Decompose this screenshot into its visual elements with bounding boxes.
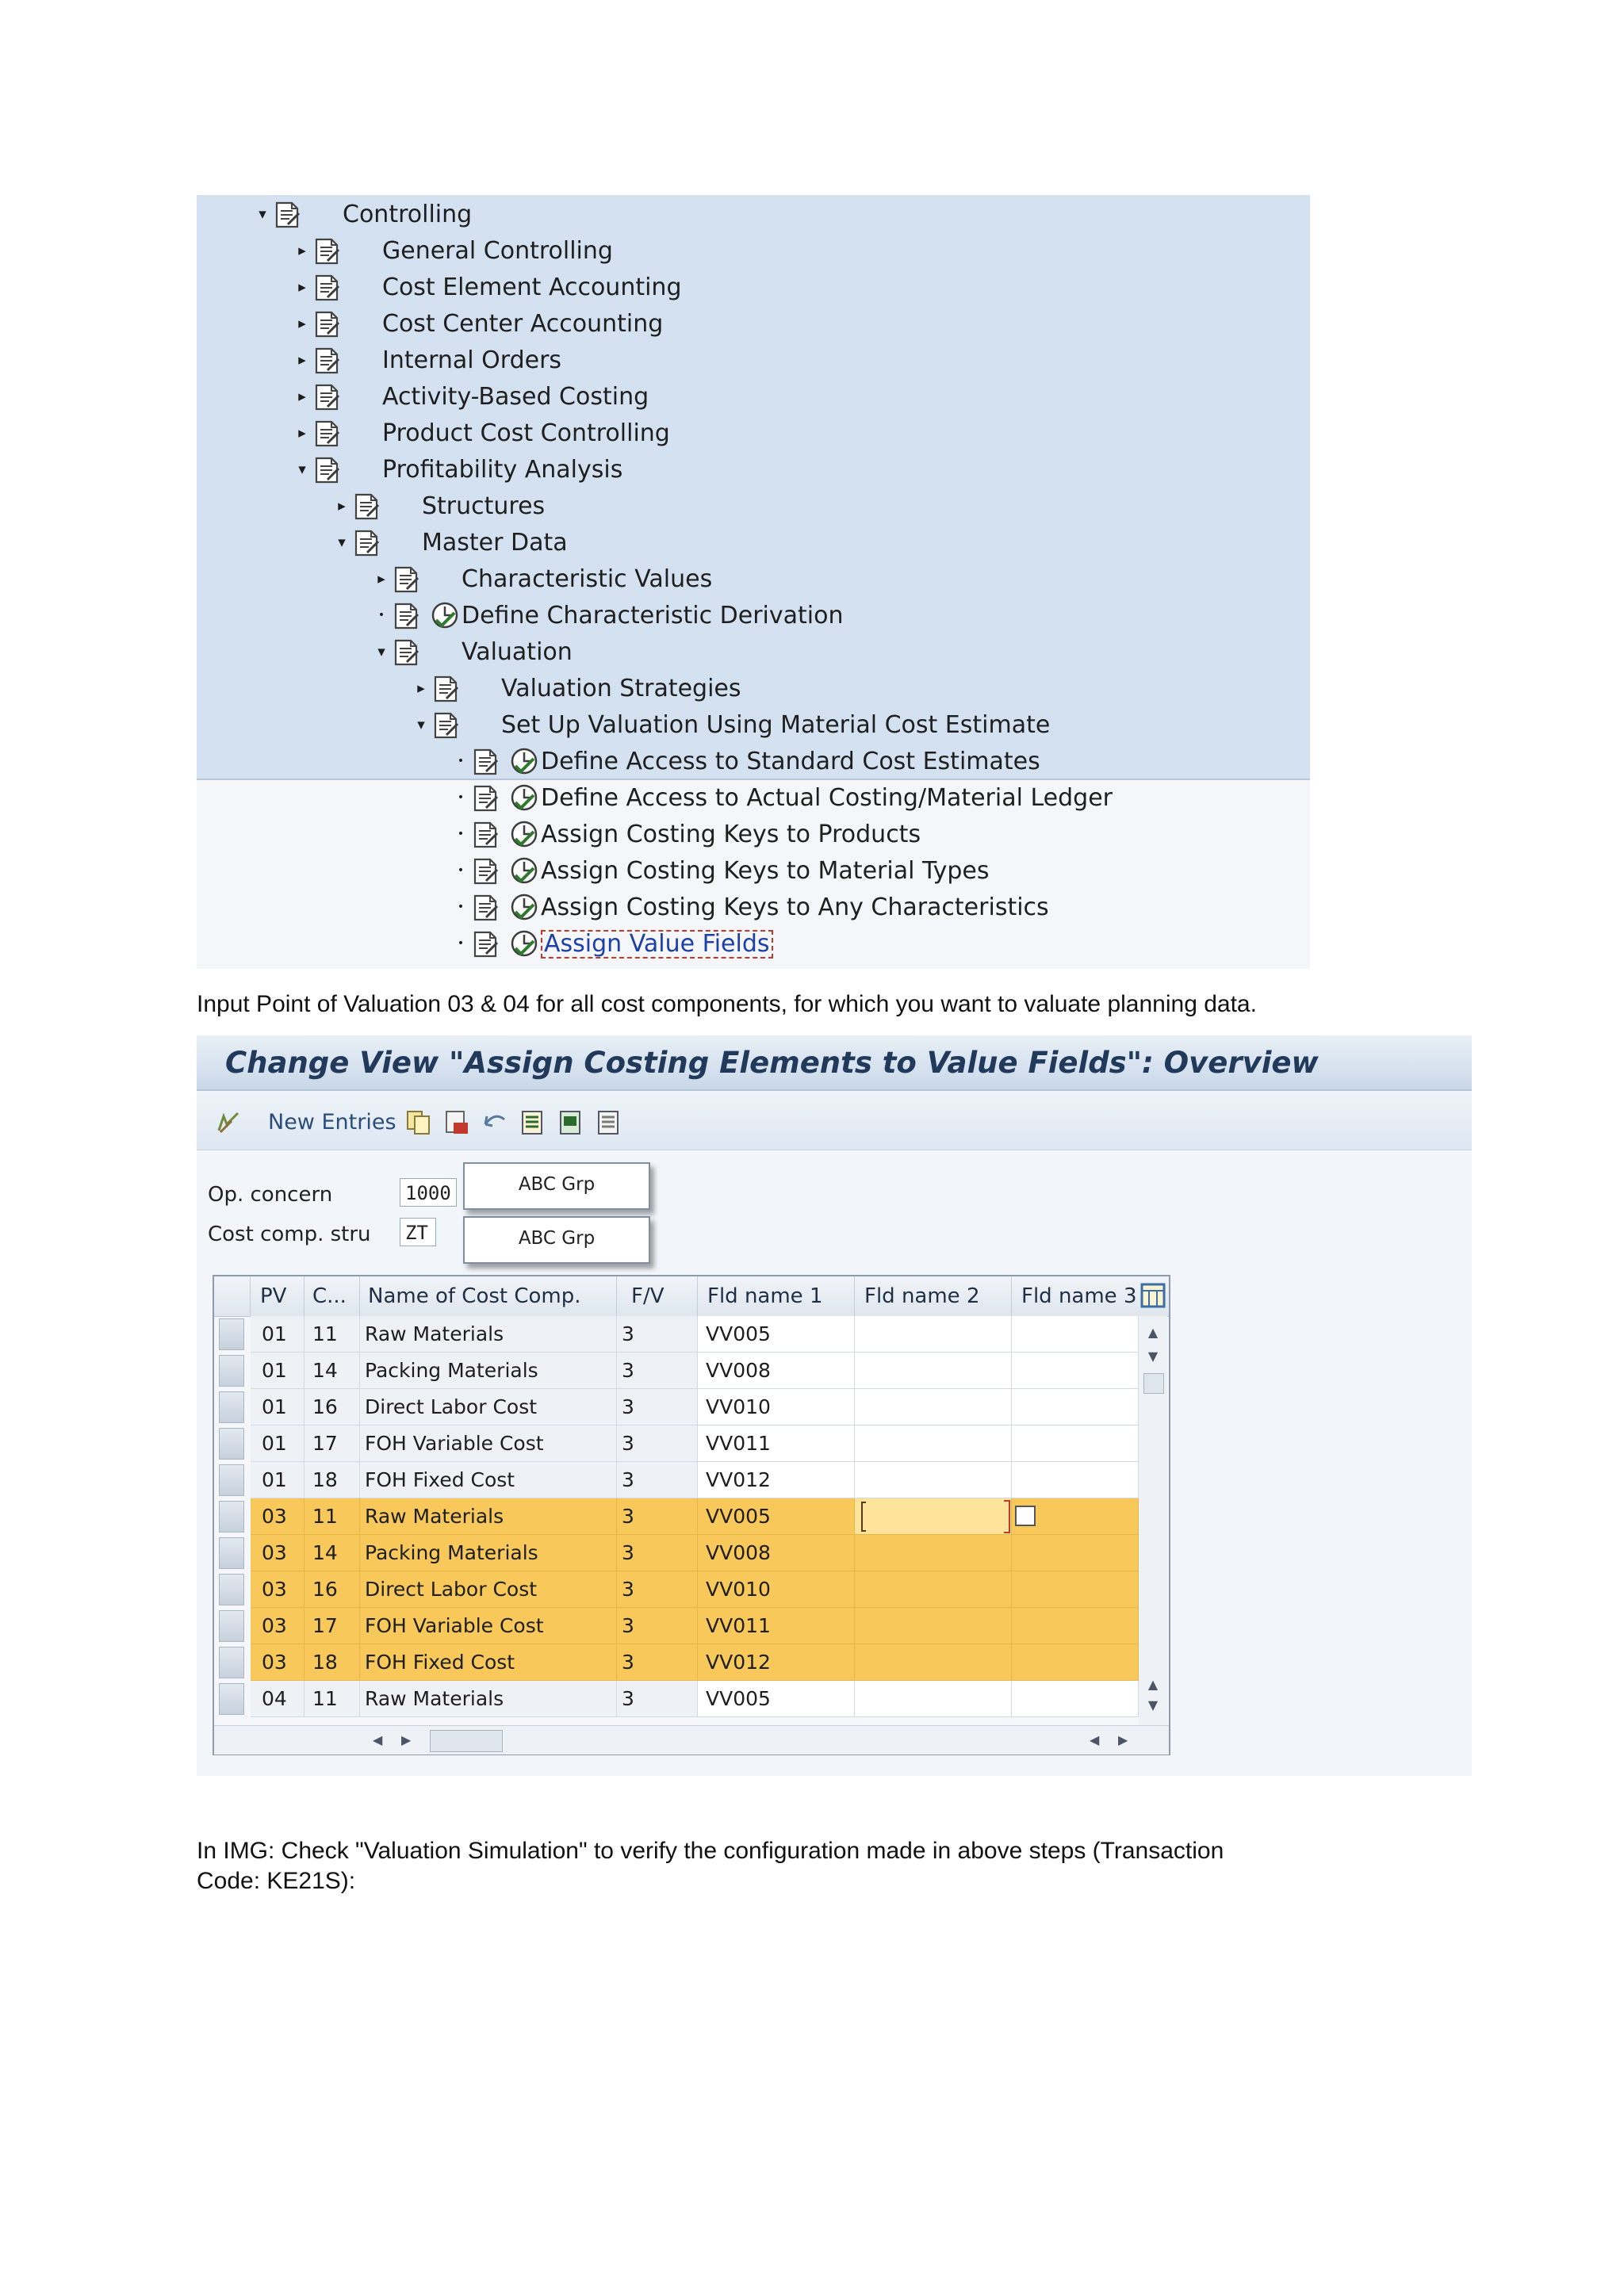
scroll-thumb[interactable] bbox=[1143, 1373, 1164, 1394]
cell-cost-comp: 11 bbox=[304, 1681, 360, 1717]
tree-node[interactable] bbox=[197, 452, 1310, 488]
table-row bbox=[214, 1608, 1134, 1644]
column-header-pv[interactable]: PV bbox=[251, 1276, 304, 1316]
column-header-cost-comp[interactable]: C... bbox=[304, 1276, 360, 1316]
select-all-icon[interactable] bbox=[519, 1108, 547, 1137]
cell-fld-name-1[interactable]: VV012 bbox=[698, 1462, 855, 1498]
documentation-icon[interactable] bbox=[314, 456, 341, 484]
documentation-icon[interactable] bbox=[314, 419, 341, 448]
cell-fv: 3 bbox=[617, 1353, 698, 1389]
collapsed-arrow-icon[interactable]: ▸ bbox=[417, 679, 425, 697]
instruction-paragraph-2-line-2: Code: KE21S): bbox=[197, 1868, 356, 1894]
scroll-far-right-icon[interactable]: ▶ bbox=[1118, 1732, 1128, 1747]
column-header-fld-name-1[interactable]: Fld name 1 bbox=[698, 1276, 855, 1316]
expanded-arrow-icon[interactable]: ▾ bbox=[298, 461, 306, 478]
scroll-up-icon[interactable]: ▲ bbox=[1147, 1325, 1159, 1340]
column-header-fld-name-2[interactable]: Fld name 2 bbox=[855, 1276, 1012, 1316]
table-row bbox=[214, 1571, 1134, 1608]
tree-node-label[interactable]: Assign Costing Keys to Material Types bbox=[541, 857, 990, 885]
cell-fv: 3 bbox=[617, 1681, 698, 1717]
row-selector[interactable] bbox=[219, 1355, 244, 1387]
cell-fld-name-3[interactable] bbox=[1012, 1571, 1139, 1608]
documentation-icon[interactable] bbox=[473, 784, 500, 813]
value-help-icon[interactable] bbox=[1015, 1506, 1036, 1526]
cell-name: Packing Materials bbox=[360, 1535, 617, 1571]
row-selector[interactable] bbox=[219, 1428, 244, 1460]
cost-comp-structure-popup: ABC Grp bbox=[463, 1216, 650, 1264]
cell-name: Raw Materials bbox=[360, 1681, 617, 1717]
collapsed-arrow-icon[interactable]: ▸ bbox=[338, 497, 346, 515]
leaf-bullet-icon: • bbox=[457, 755, 465, 767]
tree-node-label[interactable]: Internal Orders bbox=[382, 346, 562, 374]
cell-fld-name-3[interactable] bbox=[1012, 1316, 1139, 1353]
tree-rows bbox=[197, 195, 1310, 969]
cell-fld-name-3[interactable] bbox=[1012, 1462, 1139, 1498]
row-selector[interactable] bbox=[219, 1464, 244, 1496]
tree-node-label[interactable]: Valuation bbox=[462, 638, 573, 666]
img-tree bbox=[197, 195, 1310, 969]
table-row bbox=[214, 1389, 1134, 1425]
tree-node[interactable] bbox=[197, 270, 1310, 306]
tree-node[interactable] bbox=[197, 780, 1310, 817]
cell-fld-name-3[interactable] bbox=[1012, 1535, 1139, 1571]
leaf-bullet-icon: • bbox=[457, 828, 465, 840]
cell-fld-name-2[interactable] bbox=[855, 1681, 1012, 1717]
execute-clock-icon[interactable] bbox=[430, 600, 460, 630]
cell-fld-name-2[interactable] bbox=[855, 1644, 1012, 1681]
collapsed-arrow-icon[interactable]: ▸ bbox=[377, 570, 385, 587]
documentation-icon[interactable] bbox=[473, 857, 500, 886]
cell-fld-name-3[interactable] bbox=[1012, 1389, 1139, 1425]
cell-fld-name-1[interactable]: VV008 bbox=[698, 1535, 855, 1571]
tree-node[interactable] bbox=[197, 926, 1310, 962]
table-row bbox=[214, 1353, 1134, 1389]
op-concern-label: Op. concern bbox=[208, 1183, 333, 1207]
cell-pv: 01 bbox=[251, 1462, 304, 1498]
cell-cost-comp: 16 bbox=[304, 1389, 360, 1425]
cell-cost-comp: 18 bbox=[304, 1644, 360, 1681]
cell-fld-name-1[interactable]: VV011 bbox=[698, 1608, 855, 1644]
cell-cost-comp: 18 bbox=[304, 1462, 360, 1498]
row-selector[interactable] bbox=[219, 1537, 244, 1569]
collapsed-arrow-icon[interactable]: ▸ bbox=[298, 351, 306, 369]
tree-node-label[interactable]: Define Characteristic Derivation bbox=[462, 602, 844, 629]
cell-fld-name-2[interactable] bbox=[855, 1462, 1012, 1498]
text-cursor bbox=[861, 1502, 866, 1532]
cell-cost-comp: 11 bbox=[304, 1498, 360, 1535]
tree-node[interactable] bbox=[197, 306, 1310, 342]
execute-clock-icon[interactable] bbox=[509, 819, 539, 849]
table-header bbox=[214, 1276, 1169, 1317]
row-selector[interactable] bbox=[219, 1610, 244, 1642]
documentation-icon[interactable] bbox=[314, 237, 341, 266]
tree-node-label[interactable]: Profitability Analysis bbox=[382, 456, 623, 484]
documentation-icon[interactable] bbox=[314, 346, 341, 375]
tree-node[interactable] bbox=[197, 598, 1310, 634]
cell-cost-comp: 17 bbox=[304, 1425, 360, 1462]
tree-node-label[interactable]: Set Up Valuation Using Material Cost Estimate bbox=[501, 711, 1051, 739]
cell-fv: 3 bbox=[617, 1389, 698, 1425]
collapsed-arrow-icon[interactable]: ▸ bbox=[298, 424, 306, 442]
documentation-icon[interactable] bbox=[314, 383, 341, 411]
leaf-bullet-icon: • bbox=[457, 937, 465, 950]
cell-name: Packing Materials bbox=[360, 1353, 617, 1389]
tree-node-label[interactable]: Structures bbox=[422, 492, 546, 520]
tree-node[interactable] bbox=[197, 197, 1310, 233]
cell-fv: 3 bbox=[617, 1498, 698, 1535]
tree-node[interactable] bbox=[197, 561, 1310, 598]
cell-fld-name-3[interactable] bbox=[1012, 1644, 1139, 1681]
cell-fld-name-3[interactable] bbox=[1012, 1681, 1139, 1717]
delete-icon[interactable] bbox=[442, 1108, 471, 1137]
leaf-bullet-icon: • bbox=[457, 864, 465, 877]
column-header-name[interactable]: Name of Cost Comp. bbox=[360, 1276, 617, 1316]
tree-node-label[interactable]: General Controlling bbox=[382, 237, 613, 265]
cell-fld-name-3[interactable] bbox=[1012, 1425, 1139, 1462]
scroll-right-icon[interactable]: ▶ bbox=[401, 1732, 412, 1747]
tree-node[interactable] bbox=[197, 488, 1310, 525]
cell-fld-name-2[interactable] bbox=[855, 1425, 1012, 1462]
cell-fv: 3 bbox=[617, 1535, 698, 1571]
cell-name: FOH Fixed Cost bbox=[360, 1462, 617, 1498]
tree-node-label[interactable]: Assign Value Fields bbox=[541, 930, 773, 959]
cell-fld-name-2[interactable] bbox=[855, 1608, 1012, 1644]
undo-icon[interactable] bbox=[481, 1108, 509, 1137]
row-selector[interactable] bbox=[219, 1318, 244, 1350]
cell-fld-name-2[interactable] bbox=[855, 1389, 1012, 1425]
cell-name: Direct Labor Cost bbox=[360, 1571, 617, 1608]
execute-clock-icon[interactable] bbox=[509, 783, 539, 813]
cell-fv: 3 bbox=[617, 1462, 698, 1498]
instruction-paragraph: Input Point of Valuation 03 & 04 for all cost components, for which you want to valuate planning data. bbox=[197, 991, 1257, 1017]
tree-node[interactable] bbox=[197, 890, 1310, 926]
table-row bbox=[214, 1681, 1134, 1717]
documentation-icon[interactable] bbox=[314, 274, 341, 302]
execute-clock-icon[interactable] bbox=[509, 855, 539, 886]
cell-fv: 3 bbox=[617, 1316, 698, 1353]
scroll-left-icon[interactable]: ◀ bbox=[373, 1732, 383, 1747]
cell-pv: 03 bbox=[251, 1535, 304, 1571]
collapsed-arrow-icon[interactable]: ▸ bbox=[298, 388, 306, 405]
documentation-icon[interactable] bbox=[433, 711, 460, 740]
table-row bbox=[214, 1498, 1134, 1535]
documentation-icon[interactable] bbox=[354, 529, 381, 557]
tree-node-label[interactable]: Valuation Strategies bbox=[501, 675, 741, 702]
cell-name: FOH Variable Cost bbox=[360, 1425, 617, 1462]
documentation-icon[interactable] bbox=[473, 748, 500, 776]
expanded-arrow-icon[interactable]: ▾ bbox=[338, 534, 346, 551]
collapsed-arrow-icon[interactable]: ▸ bbox=[298, 315, 306, 332]
cell-fld-name-2[interactable] bbox=[855, 1535, 1012, 1571]
cell-fld-name-1[interactable]: VV008 bbox=[698, 1353, 855, 1389]
tree-node[interactable] bbox=[197, 707, 1310, 744]
tree-node-label[interactable]: Define Access to Standard Cost Estimates bbox=[541, 748, 1040, 775]
cell-fld-name-3[interactable] bbox=[1012, 1608, 1139, 1644]
application-toolbar bbox=[197, 1093, 1472, 1150]
cell-fld-name-1[interactable]: VV010 bbox=[698, 1571, 855, 1608]
cell-pv: 01 bbox=[251, 1425, 304, 1462]
horizontal-scroll-thumb[interactable] bbox=[430, 1730, 503, 1752]
execute-clock-icon[interactable] bbox=[509, 746, 539, 776]
documentation-icon[interactable] bbox=[354, 492, 381, 521]
cost-elements-table bbox=[213, 1275, 1170, 1755]
tree-node-label[interactable]: Activity-Based Costing bbox=[382, 383, 649, 411]
scroll-far-left-icon[interactable]: ◀ bbox=[1090, 1732, 1100, 1747]
new-entries-button[interactable]: New Entries bbox=[268, 1110, 396, 1135]
op-concern-field[interactable]: 1000 bbox=[400, 1178, 457, 1207]
copy-icon[interactable] bbox=[404, 1108, 433, 1137]
table-row bbox=[214, 1462, 1134, 1498]
tree-node[interactable] bbox=[197, 634, 1310, 671]
tree-node[interactable] bbox=[197, 817, 1310, 853]
cell-pv: 03 bbox=[251, 1571, 304, 1608]
leaf-bullet-icon: • bbox=[457, 791, 465, 804]
cell-fv: 3 bbox=[617, 1608, 698, 1644]
cell-fld-name-1[interactable]: VV005 bbox=[698, 1316, 855, 1353]
documentation-icon[interactable] bbox=[393, 638, 420, 667]
cell-name: Raw Materials bbox=[360, 1498, 617, 1535]
documentation-icon[interactable] bbox=[473, 821, 500, 849]
cell-pv: 01 bbox=[251, 1353, 304, 1389]
tree-node-label[interactable]: Characteristic Values bbox=[462, 565, 713, 593]
leaf-bullet-icon: • bbox=[457, 901, 465, 913]
cell-fld-name-2[interactable] bbox=[855, 1571, 1012, 1608]
tree-node[interactable] bbox=[197, 233, 1310, 270]
tree-node-label[interactable]: Assign Costing Keys to Products bbox=[541, 821, 921, 848]
tree-node-label[interactable]: Cost Center Accounting bbox=[382, 310, 664, 338]
instruction-paragraph-2-line-1: In IMG: Check "Valuation Simulation" to verify the configuration made in above steps (Transaction bbox=[197, 1838, 1224, 1864]
cell-fv: 3 bbox=[617, 1425, 698, 1462]
cell-pv: 01 bbox=[251, 1316, 304, 1353]
tree-node[interactable] bbox=[197, 342, 1310, 379]
cell-fld-name-2[interactable] bbox=[855, 1353, 1012, 1389]
cell-name: FOH Fixed Cost bbox=[360, 1644, 617, 1681]
cell-fld-name-1[interactable]: VV005 bbox=[698, 1681, 855, 1717]
cell-fld-name-1[interactable]: VV012 bbox=[698, 1644, 855, 1681]
horizontal-scrollbar[interactable] bbox=[214, 1725, 1169, 1755]
expanded-arrow-icon[interactable]: ▾ bbox=[417, 716, 425, 733]
deselect-icon[interactable] bbox=[595, 1108, 623, 1137]
expanded-arrow-icon[interactable]: ▾ bbox=[259, 205, 266, 223]
cell-fld-name-1[interactable]: VV010 bbox=[698, 1389, 855, 1425]
documentation-icon[interactable] bbox=[473, 930, 500, 959]
op-concern-popup: ABC Grp bbox=[463, 1162, 650, 1210]
cell-cost-comp: 17 bbox=[304, 1608, 360, 1644]
edit-icon[interactable] bbox=[214, 1108, 243, 1137]
cell-fld-name-1[interactable]: VV011 bbox=[698, 1425, 855, 1462]
vertical-scrollbar[interactable] bbox=[1139, 1316, 1167, 1725]
cell-cost-comp: 11 bbox=[304, 1316, 360, 1353]
table-row bbox=[214, 1644, 1134, 1681]
screen-title: Change View "Assign Costing Elements to Value Fields": Overview bbox=[225, 1046, 1319, 1080]
scroll-page-up-icon[interactable]: ▲ bbox=[1147, 1677, 1159, 1692]
cell-pv: 04 bbox=[251, 1681, 304, 1717]
execute-clock-icon[interactable] bbox=[509, 928, 539, 959]
row-selector[interactable] bbox=[219, 1683, 244, 1715]
documentation-icon[interactable] bbox=[314, 310, 341, 339]
cell-pv: 03 bbox=[251, 1608, 304, 1644]
cell-cost-comp: 16 bbox=[304, 1571, 360, 1608]
tree-node-label[interactable]: Define Access to Actual Costing/Material Ledger bbox=[541, 784, 1113, 812]
row-selector[interactable] bbox=[219, 1501, 244, 1533]
cell-pv: 03 bbox=[251, 1644, 304, 1681]
tree-node-label[interactable]: Product Cost Controlling bbox=[382, 419, 670, 447]
cell-pv: 01 bbox=[251, 1389, 304, 1425]
tree-node-label[interactable]: Controlling bbox=[343, 201, 473, 228]
table-settings-icon[interactable] bbox=[1140, 1283, 1166, 1308]
cell-name: FOH Variable Cost bbox=[360, 1608, 617, 1644]
tree-node[interactable] bbox=[197, 525, 1310, 561]
screen-title-bar bbox=[197, 1035, 1472, 1091]
tree-node[interactable] bbox=[197, 853, 1310, 890]
table-row bbox=[214, 1425, 1134, 1462]
focus-bracket bbox=[1004, 1500, 1010, 1533]
cell-fld-name-2[interactable] bbox=[855, 1498, 1012, 1535]
row-selector[interactable] bbox=[219, 1574, 244, 1605]
cell-cost-comp: 14 bbox=[304, 1353, 360, 1389]
cell-fv: 3 bbox=[617, 1571, 698, 1608]
cost-comp-structure-label: Cost comp. stru bbox=[208, 1223, 371, 1246]
table-row bbox=[214, 1316, 1134, 1353]
collapsed-arrow-icon[interactable]: ▸ bbox=[298, 278, 306, 296]
row-selector[interactable] bbox=[219, 1391, 244, 1423]
cell-name: Raw Materials bbox=[360, 1316, 617, 1353]
tree-node-label[interactable]: Master Data bbox=[422, 529, 568, 557]
row-selector-header[interactable] bbox=[214, 1276, 251, 1316]
column-header-fv[interactable]: F/V bbox=[617, 1276, 698, 1316]
documentation-icon[interactable] bbox=[274, 201, 301, 229]
expanded-arrow-icon[interactable]: ▾ bbox=[377, 643, 385, 660]
tree-node-label[interactable]: Cost Element Accounting bbox=[382, 274, 682, 301]
cell-name: Direct Labor Cost bbox=[360, 1389, 617, 1425]
documentation-icon[interactable] bbox=[473, 894, 500, 922]
cell-cost-comp: 14 bbox=[304, 1535, 360, 1571]
select-block-icon[interactable] bbox=[557, 1108, 585, 1137]
tree-node-label[interactable]: Assign Costing Keys to Any Characteristics bbox=[541, 894, 1049, 921]
cost-comp-structure-field[interactable]: ZT bbox=[400, 1218, 436, 1246]
scroll-page-down-icon[interactable]: ▼ bbox=[1147, 1697, 1159, 1712]
tree-node[interactable] bbox=[197, 379, 1310, 415]
cell-fld-name-1[interactable]: VV005 bbox=[698, 1498, 855, 1535]
table-row bbox=[214, 1535, 1134, 1571]
cell-fld-name-2[interactable] bbox=[855, 1316, 1012, 1353]
cell-fld-name-3[interactable] bbox=[1012, 1353, 1139, 1389]
documentation-icon[interactable] bbox=[393, 565, 420, 594]
execute-clock-icon[interactable] bbox=[509, 892, 539, 922]
leaf-bullet-icon: • bbox=[377, 609, 385, 622]
tree-node[interactable] bbox=[197, 744, 1310, 780]
tree-node[interactable] bbox=[197, 671, 1310, 707]
row-selector[interactable] bbox=[219, 1647, 244, 1678]
documentation-icon[interactable] bbox=[433, 675, 460, 703]
documentation-icon[interactable] bbox=[393, 602, 420, 630]
cell-pv: 03 bbox=[251, 1498, 304, 1535]
scroll-down-icon[interactable]: ▼ bbox=[1147, 1349, 1159, 1364]
tree-node[interactable] bbox=[197, 415, 1310, 452]
collapsed-arrow-icon[interactable]: ▸ bbox=[298, 242, 306, 259]
cell-fv: 3 bbox=[617, 1644, 698, 1681]
column-header-fld-name-3[interactable]: Fld name 3 bbox=[1021, 1284, 1137, 1308]
